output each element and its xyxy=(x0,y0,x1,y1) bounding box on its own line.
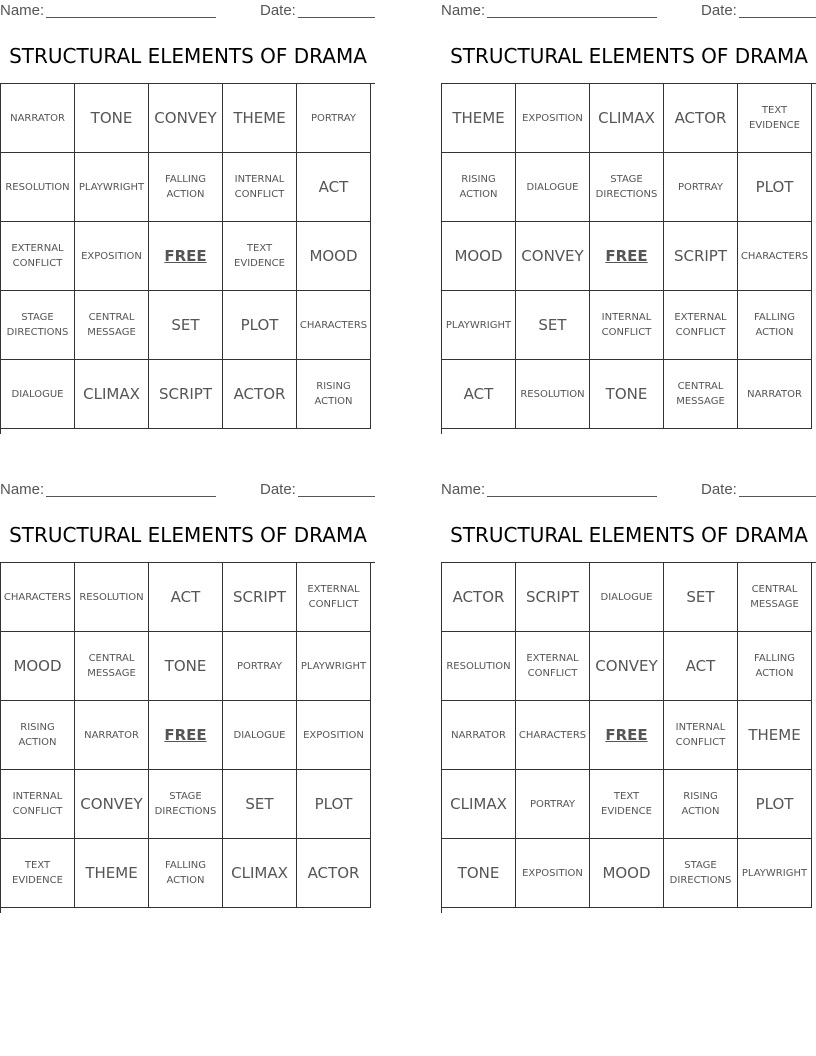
bingo-cell[interactable]: CENTRAL MESSAGE xyxy=(664,360,738,429)
date-label: Date: xyxy=(701,481,737,498)
bingo-cell[interactable]: FALLING ACTION xyxy=(149,839,223,908)
bingo-cell[interactable]: PORTRAY xyxy=(297,84,371,153)
bingo-cell[interactable]: CENTRAL MESSAGE xyxy=(75,632,149,701)
name-field[interactable] xyxy=(487,17,657,18)
bingo-cell[interactable]: PORTRAY xyxy=(664,153,738,222)
bingo-cell[interactable]: NARRATOR xyxy=(1,84,75,153)
bingo-cell[interactable]: NARRATOR xyxy=(738,360,812,429)
bingo-card-3 xyxy=(0,479,376,915)
bingo-grid xyxy=(441,562,816,913)
bingo-cell[interactable]: MOOD xyxy=(442,222,516,291)
bingo-card-4 xyxy=(441,479,816,915)
bingo-cell[interactable]: CONVEY xyxy=(75,770,149,839)
bingo-cell[interactable]: PLOT xyxy=(223,291,297,360)
card-title: STRUCTURAL ELEMENTS OF DRAMA xyxy=(450,44,808,68)
bingo-cell[interactable]: RESOLUTION xyxy=(1,153,75,222)
bingo-cell[interactable]: STAGE DIRECTIONS xyxy=(664,839,738,908)
bingo-cell[interactable]: SCRIPT xyxy=(149,360,223,429)
bingo-cell[interactable]: SET xyxy=(223,770,297,839)
free-space[interactable]: FREE xyxy=(590,701,664,770)
name-label: Name: xyxy=(0,481,45,498)
date-field[interactable] xyxy=(298,17,375,18)
bingo-cell[interactable]: CONVEY xyxy=(590,632,664,701)
bingo-cell[interactable]: SET xyxy=(149,291,223,360)
bingo-cell[interactable]: PORTRAY xyxy=(516,770,590,839)
bingo-cell[interactable]: RESOLUTION xyxy=(75,563,149,632)
bingo-cell[interactable]: STAGE DIRECTIONS xyxy=(590,153,664,222)
name-field[interactable] xyxy=(487,496,657,497)
bingo-cell[interactable]: RISING ACTION xyxy=(664,770,738,839)
card-header xyxy=(441,481,816,499)
bingo-cell[interactable]: SET xyxy=(664,563,738,632)
bingo-cell[interactable]: CHARACTERS xyxy=(738,222,812,291)
bingo-cell[interactable]: TEXT EVIDENCE xyxy=(1,839,75,908)
bingo-cell[interactable]: PLAYWRIGHT xyxy=(297,632,371,701)
bingo-cell[interactable]: CHARACTERS xyxy=(297,291,371,360)
bingo-cell[interactable]: RESOLUTION xyxy=(516,360,590,429)
free-space[interactable]: FREE xyxy=(149,222,223,291)
bingo-cell[interactable]: CENTRAL MESSAGE xyxy=(75,291,149,360)
card-title: STRUCTURAL ELEMENTS OF DRAMA xyxy=(9,523,367,547)
free-space[interactable]: FREE xyxy=(590,222,664,291)
bingo-cell[interactable]: CLIMAX xyxy=(442,770,516,839)
bingo-cell[interactable]: THEME xyxy=(75,839,149,908)
card-header xyxy=(441,2,816,20)
bingo-cell[interactable]: ACTOR xyxy=(442,563,516,632)
free-space[interactable]: FREE xyxy=(149,701,223,770)
date-field[interactable] xyxy=(739,496,816,497)
bingo-cell[interactable]: DIALOGUE xyxy=(1,360,75,429)
bingo-cell[interactable]: TEXT EVIDENCE xyxy=(738,84,812,153)
bingo-cell[interactable]: MOOD xyxy=(297,222,371,291)
bingo-card-2 xyxy=(441,0,816,436)
bingo-cell[interactable]: RISING ACTION xyxy=(1,701,75,770)
bingo-cell[interactable]: RISING ACTION xyxy=(297,360,371,429)
bingo-cell[interactable]: THEME xyxy=(738,701,812,770)
bingo-cell[interactable]: EXPOSITION xyxy=(297,701,371,770)
bingo-cell[interactable]: CLIMAX xyxy=(223,839,297,908)
bingo-card-1 xyxy=(0,0,376,436)
bingo-cell[interactable]: CONVEY xyxy=(149,84,223,153)
bingo-cell[interactable]: MOOD xyxy=(590,839,664,908)
bingo-cell[interactable]: CENTRAL MESSAGE xyxy=(738,563,812,632)
bingo-cell[interactable]: INTERNAL CONFLICT xyxy=(1,770,75,839)
bingo-cell[interactable]: ACTOR xyxy=(664,84,738,153)
bingo-cell[interactable]: TONE xyxy=(590,360,664,429)
bingo-cell[interactable]: SCRIPT xyxy=(664,222,738,291)
bingo-cell[interactable]: TEXT EVIDENCE xyxy=(590,770,664,839)
bingo-cell[interactable]: TONE xyxy=(149,632,223,701)
bingo-cell[interactable]: PLAYWRIGHT xyxy=(75,153,149,222)
bingo-grid xyxy=(0,562,375,913)
date-label: Date: xyxy=(701,2,737,19)
date-field[interactable] xyxy=(739,17,816,18)
bingo-cell[interactable]: RISING ACTION xyxy=(442,153,516,222)
bingo-cell[interactable]: PLAYWRIGHT xyxy=(738,839,812,908)
bingo-cell[interactable]: NARRATOR xyxy=(75,701,149,770)
card-header xyxy=(0,2,376,20)
bingo-cell[interactable]: CLIMAX xyxy=(75,360,149,429)
bingo-cell[interactable]: THEME xyxy=(223,84,297,153)
bingo-cell[interactable]: PORTRAY xyxy=(223,632,297,701)
bingo-cell[interactable]: STAGE DIRECTIONS xyxy=(1,291,75,360)
bingo-cell[interactable]: ACT xyxy=(149,563,223,632)
bingo-cell[interactable]: SCRIPT xyxy=(223,563,297,632)
bingo-cell[interactable]: STAGE DIRECTIONS xyxy=(149,770,223,839)
date-label: Date: xyxy=(260,2,296,19)
bingo-cell[interactable]: INTERNAL CONFLICT xyxy=(223,153,297,222)
bingo-cell[interactable]: FALLING ACTION xyxy=(738,632,812,701)
bingo-cell[interactable]: SCRIPT xyxy=(516,563,590,632)
bingo-cell[interactable]: SET xyxy=(516,291,590,360)
bingo-cell[interactable]: EXTERNAL CONFLICT xyxy=(297,563,371,632)
bingo-cell[interactable]: TEXT EVIDENCE xyxy=(223,222,297,291)
bingo-cell[interactable]: DIALOGUE xyxy=(590,563,664,632)
bingo-cell[interactable]: ACT xyxy=(664,632,738,701)
bingo-cell[interactable]: EXPOSITION xyxy=(75,222,149,291)
bingo-cell[interactable]: EXTERNAL CONFLICT xyxy=(1,222,75,291)
bingo-cell[interactable]: PLOT xyxy=(738,770,812,839)
bingo-cell[interactable]: CLIMAX xyxy=(590,84,664,153)
card-title: STRUCTURAL ELEMENTS OF DRAMA xyxy=(450,523,808,547)
bingo-grid xyxy=(0,83,375,434)
bingo-cell[interactable]: INTERNAL CONFLICT xyxy=(590,291,664,360)
name-field[interactable] xyxy=(46,17,216,18)
bingo-cell[interactable]: RESOLUTION xyxy=(442,632,516,701)
bingo-cell[interactable]: EXPOSITION xyxy=(516,839,590,908)
bingo-grid xyxy=(441,83,816,434)
bingo-cell[interactable]: CONVEY xyxy=(516,222,590,291)
bingo-cell[interactable]: TONE xyxy=(442,839,516,908)
name-label: Name: xyxy=(441,481,486,498)
date-field[interactable] xyxy=(298,496,375,497)
bingo-cell[interactable]: ACTOR xyxy=(223,360,297,429)
card-header xyxy=(0,481,376,499)
bingo-cell[interactable]: NARRATOR xyxy=(442,701,516,770)
bingo-cell[interactable]: MOOD xyxy=(1,632,75,701)
bingo-cell[interactable]: CHARACTERS xyxy=(516,701,590,770)
name-label: Name: xyxy=(0,2,45,19)
card-title: STRUCTURAL ELEMENTS OF DRAMA xyxy=(9,44,367,68)
bingo-cell[interactable]: ACT xyxy=(297,153,371,222)
bingo-cell[interactable]: THEME xyxy=(442,84,516,153)
bingo-cell[interactable]: FALLING ACTION xyxy=(149,153,223,222)
name-field[interactable] xyxy=(46,496,216,497)
bingo-cell[interactable]: TONE xyxy=(75,84,149,153)
name-label: Name: xyxy=(441,2,486,19)
bingo-cell[interactable]: DIALOGUE xyxy=(516,153,590,222)
bingo-cell[interactable]: EXTERNAL CONFLICT xyxy=(516,632,590,701)
bingo-cell[interactable]: EXPOSITION xyxy=(516,84,590,153)
date-label: Date: xyxy=(260,481,296,498)
bingo-cell[interactable]: DIALOGUE xyxy=(223,701,297,770)
bingo-cell[interactable]: PLOT xyxy=(738,153,812,222)
bingo-cell[interactable]: INTERNAL CONFLICT xyxy=(664,701,738,770)
bingo-cell[interactable]: FALLING ACTION xyxy=(738,291,812,360)
bingo-cell[interactable]: PLOT xyxy=(297,770,371,839)
bingo-cell[interactable]: CHARACTERS xyxy=(1,563,75,632)
bingo-cell[interactable]: EXTERNAL CONFLICT xyxy=(664,291,738,360)
bingo-cell[interactable]: ACT xyxy=(442,360,516,429)
bingo-cell[interactable]: PLAYWRIGHT xyxy=(442,291,516,360)
bingo-cell[interactable]: ACTOR xyxy=(297,839,371,908)
